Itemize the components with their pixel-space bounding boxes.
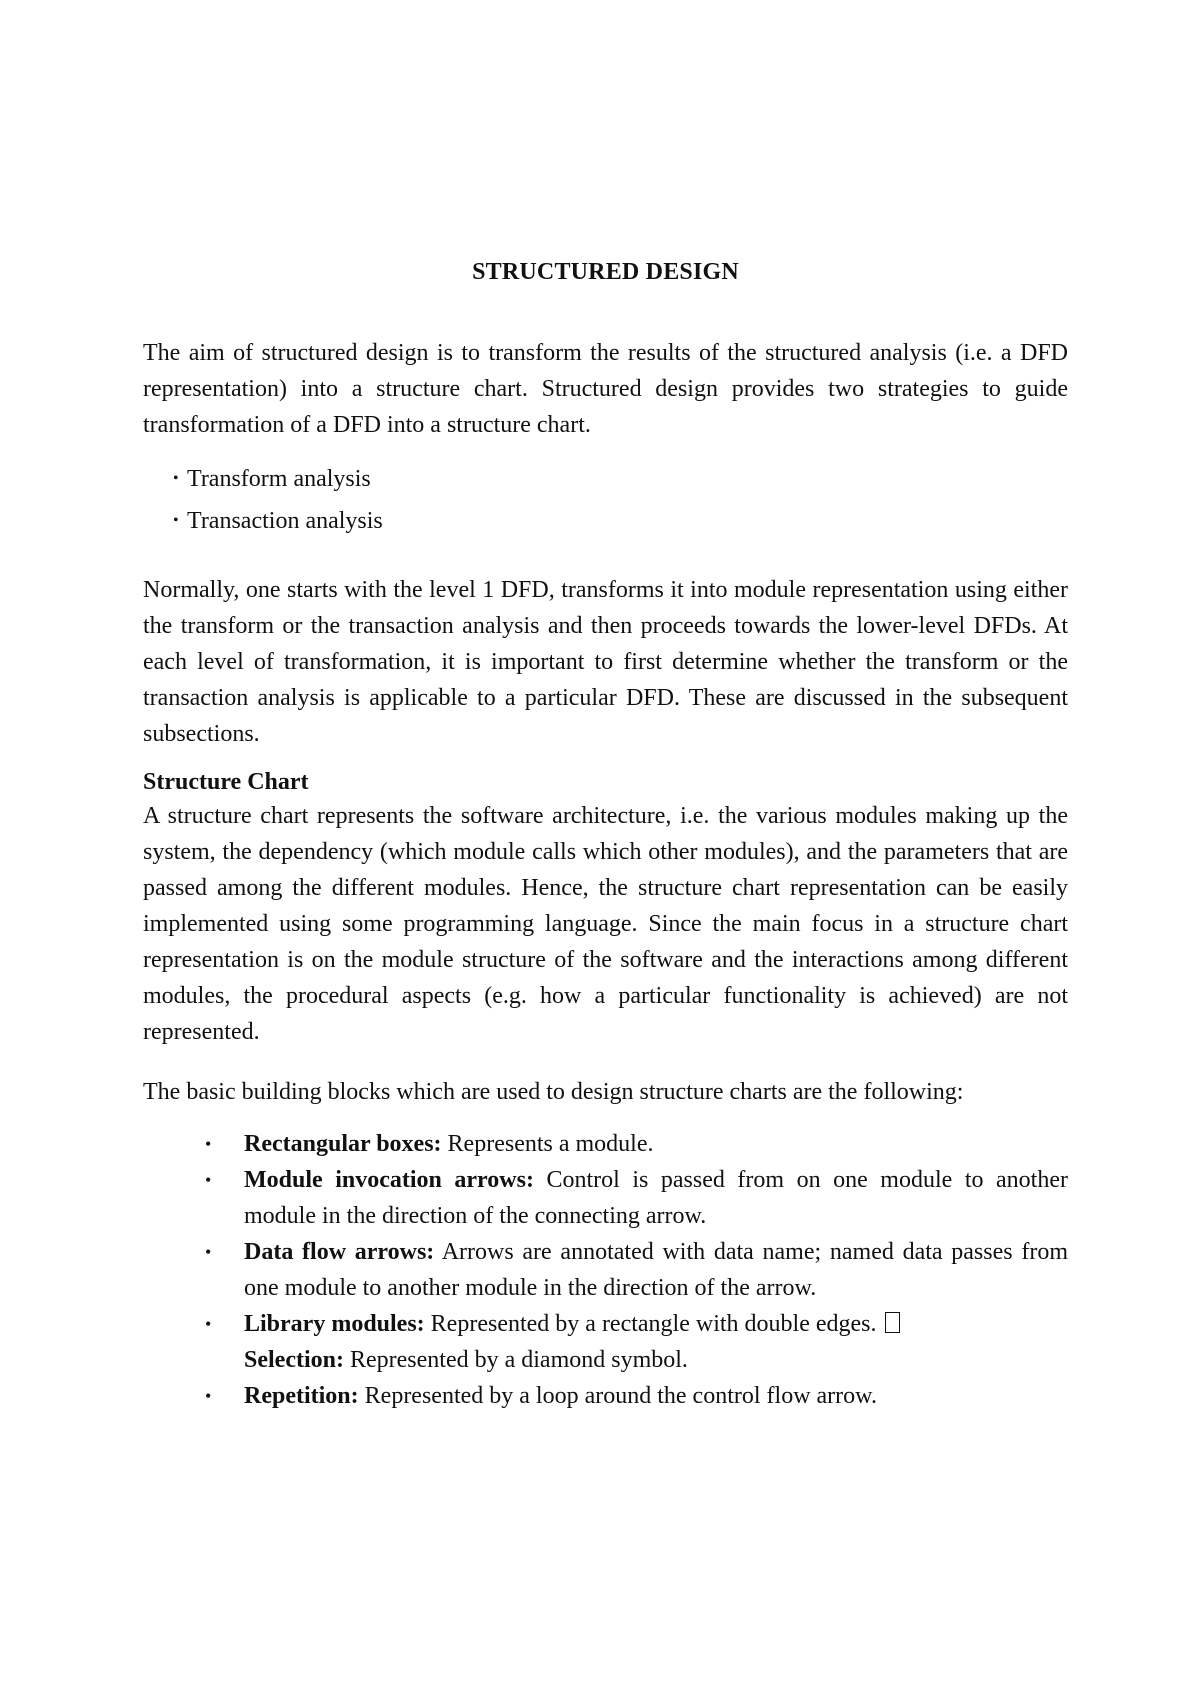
building-blocks-intro: The basic building blocks which are used to design structure charts are the following:: [143, 1079, 964, 1105]
block-desc: Control is passed from on one module to another module in the direction of the connecting arrow.: [244, 1167, 1068, 1229]
block-desc: Represented by a diamond symbol.: [343, 1347, 688, 1373]
block-term: Selection:: [244, 1347, 344, 1373]
list-item: [205, 1126, 1068, 1162]
intro-paragraph: The aim of structured design is to transform the results of the structured analysis (i.e. a DFD representation) into a structure chart. Structured design provides two strategies to guide transformation of a DFD into a structure chart.: [143, 340, 1068, 438]
list-item: [173, 458, 383, 500]
bullet-icon: •: [173, 512, 179, 529]
bullet-icon: •: [173, 470, 179, 487]
block-desc: Arrows are annotated with data name; named data passes from one module to another module in the direction of the arrow.: [244, 1239, 1068, 1301]
block-desc: Represents a module.: [441, 1131, 654, 1157]
block-term: Data flow arrows:: [244, 1239, 435, 1265]
bullet-icon: •: [205, 1170, 212, 1190]
list-item: [205, 1306, 1068, 1378]
building-blocks-list: [205, 1126, 1068, 1414]
list-item: [205, 1162, 1068, 1234]
bullet-icon: •: [205, 1386, 212, 1406]
bullet-icon: •: [205, 1134, 212, 1154]
structure-chart-paragraph: A structure chart represents the software architecture, i.e. the various modules making up the system, the dependency (which module calls which other modules), and the parameters that are passed among the different modules. Hence, the structure chart representation can be easily implemented using some programming language. Since the main focus in a structure chart representation is on the module structure of the software and the interactions among different modules, the procedural aspects (e.g. how a particular functionality is achieved) are not represented.: [143, 803, 1068, 1045]
strategy-label: Transaction analysis: [187, 508, 383, 534]
bullet-icon: •: [205, 1314, 212, 1334]
list-item: [205, 1234, 1068, 1306]
document-title: STRUCTURED DESIGN: [472, 259, 739, 285]
block-term: Rectangular boxes:: [244, 1131, 442, 1157]
missing-glyph-icon: [885, 1312, 900, 1333]
strategy-label: Transform analysis: [187, 466, 371, 492]
block-desc: Represented by a loop around the control flow arrow.: [358, 1383, 877, 1409]
list-item: [173, 500, 383, 542]
structure-chart-heading: Structure Chart: [143, 769, 309, 795]
bullet-icon: •: [205, 1242, 212, 1262]
block-term: Module invocation arrows:: [244, 1167, 534, 1193]
strategies-list: [173, 458, 383, 542]
list-item: [205, 1378, 1068, 1414]
block-term: Repetition:: [244, 1383, 359, 1409]
normally-paragraph: Normally, one starts with the level 1 DFD, transforms it into module representation using either the transform or the transaction analysis and then proceeds towards the lower-level DFDs. At each level of transformation, it is important to first determine whether the transform or the transaction analysis is applicable to a particular DFD. These are discussed in the subsequent subsections.: [143, 577, 1068, 747]
block-desc: Represented by a rectangle with double edges.: [424, 1311, 877, 1337]
block-term: Library modules:: [244, 1311, 425, 1337]
